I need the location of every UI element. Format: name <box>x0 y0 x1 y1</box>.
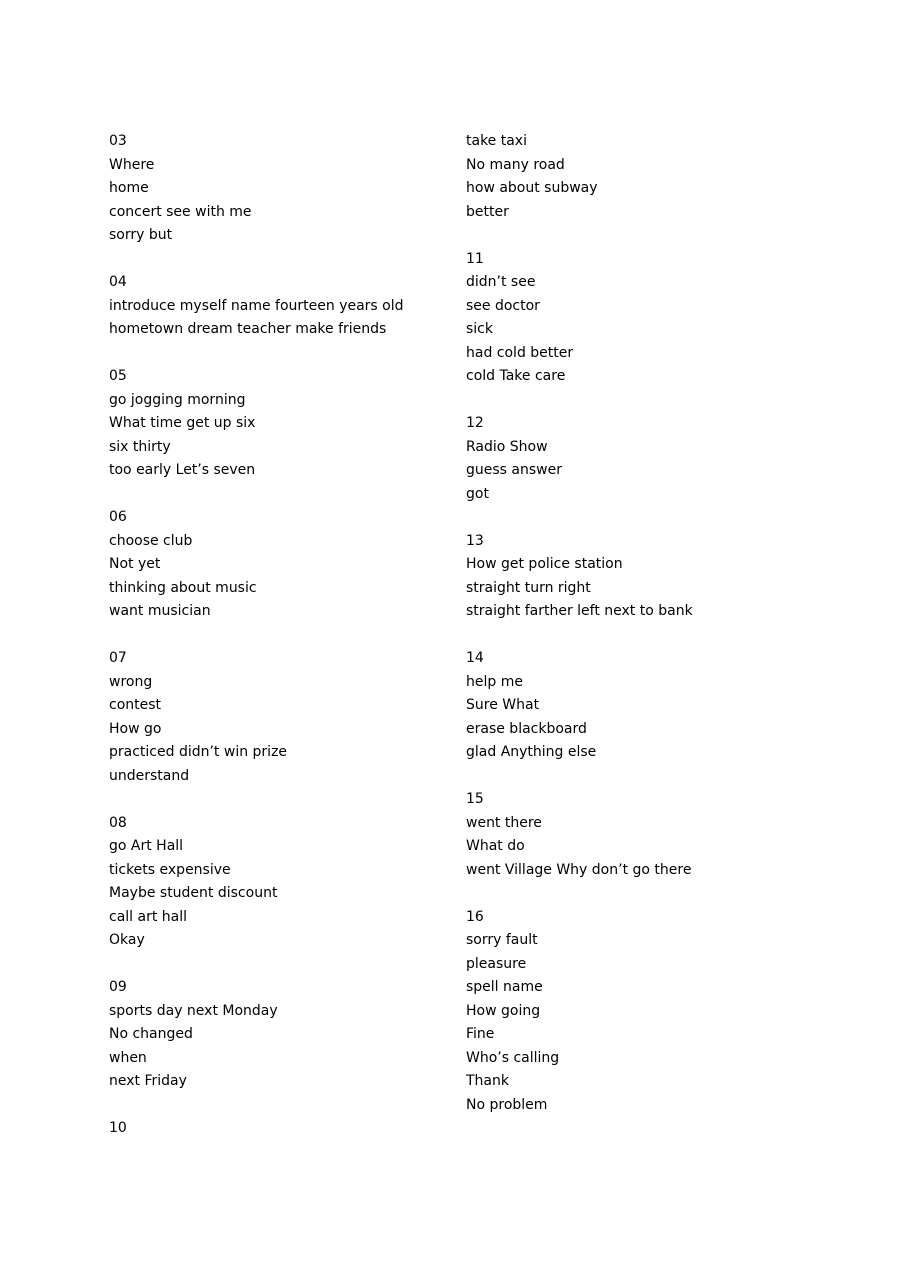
text-line: Not yet <box>109 556 161 572</box>
text-line: too early Let’s seven <box>109 462 256 478</box>
blank-line <box>466 882 806 906</box>
text-line: spell name <box>466 979 543 995</box>
left-column <box>109 130 449 1141</box>
text-line: Okay <box>109 932 145 948</box>
text-line: What do <box>466 838 525 854</box>
text-line: straight farther left next to bank <box>466 603 693 619</box>
text-line: call art hall <box>109 908 188 925</box>
section-number: 09 <box>109 979 127 995</box>
text-line: concert see with me <box>109 203 252 220</box>
section-number: 08 <box>109 814 127 831</box>
blank-line <box>109 342 449 366</box>
text-line: sorry but <box>109 227 173 243</box>
text-line: take taxi <box>466 133 527 149</box>
text-line: six thirty <box>109 438 171 455</box>
text-line: see doctor <box>466 297 540 314</box>
text-line: cold Take care <box>466 368 566 384</box>
text-line: glad Anything else <box>466 744 597 760</box>
section-number: 16 <box>466 908 484 925</box>
text-line: went Village Why don’t go there <box>466 861 692 878</box>
text-line: Maybe student discount <box>109 885 278 901</box>
blank-line <box>109 483 449 507</box>
text-line: wrong <box>109 673 153 690</box>
text-line: got <box>466 485 489 502</box>
text-line: What time get up six <box>109 415 256 431</box>
text-line: erase blackboard <box>466 720 587 737</box>
text-line: Sure What <box>466 697 540 713</box>
text-line: went there <box>466 814 542 831</box>
section-number: 07 <box>109 650 127 666</box>
blank-line <box>109 1094 449 1118</box>
text-line: No problem <box>466 1096 548 1113</box>
section-number: 14 <box>466 650 484 666</box>
right-column <box>466 130 806 1117</box>
section-number: 10 <box>109 1120 127 1136</box>
text-line: How going <box>466 1002 541 1019</box>
text-line: go Art Hall <box>109 838 184 854</box>
blank-line <box>466 224 806 248</box>
blank-line <box>109 788 449 812</box>
text-line: practiced didn’t win prize <box>109 744 288 760</box>
text-line: contest <box>109 697 162 713</box>
section-number: 12 <box>466 415 484 431</box>
text-line: guess answer <box>466 462 562 478</box>
text-line: help me <box>466 673 523 690</box>
text-line: next Friday <box>109 1073 187 1089</box>
section-number: 06 <box>109 509 127 525</box>
blank-line <box>109 624 449 648</box>
text-line: understand <box>109 767 190 784</box>
text-line: sorry fault <box>466 932 538 948</box>
section-number: 11 <box>466 250 484 267</box>
section-number: 05 <box>109 368 127 384</box>
text-line: Who’s calling <box>466 1049 560 1066</box>
section-number: 03 <box>109 133 127 149</box>
text-line: how about subway <box>466 180 598 196</box>
text-line: Fine <box>466 1026 495 1042</box>
section-number: 13 <box>466 532 484 549</box>
text-line: tickets expensive <box>109 861 231 878</box>
text-line: Where <box>109 156 155 173</box>
text-line: pleasure <box>466 955 527 972</box>
text-line: home <box>109 180 149 196</box>
section-number: 04 <box>109 274 127 290</box>
text-line: straight turn right <box>466 579 591 596</box>
blank-line <box>466 389 806 413</box>
text-line: when <box>109 1049 147 1066</box>
text-line: No changed <box>109 1026 193 1042</box>
text-line: better <box>466 203 509 220</box>
text-line: didn’t see <box>466 274 536 290</box>
text-line: thinking about music <box>109 579 257 596</box>
text-line: go jogging morning <box>109 391 246 408</box>
text-line: want musician <box>109 603 211 619</box>
text-line: How get police station <box>466 556 623 572</box>
blank-line <box>466 506 806 530</box>
text-line: introduce myself name fourteen years old <box>109 297 404 314</box>
text-line: had cold better <box>466 344 574 361</box>
text-line: hometown dream teacher make friends <box>109 321 387 337</box>
section-number: 15 <box>466 791 484 807</box>
blank-line <box>466 765 806 789</box>
text-line: How go <box>109 720 162 737</box>
text-line: choose club <box>109 532 193 549</box>
text-line: Thank <box>466 1073 509 1089</box>
text-line: sick <box>466 321 493 337</box>
blank-line <box>466 624 806 648</box>
blank-line <box>109 953 449 977</box>
blank-line <box>109 248 449 272</box>
text-line: No many road <box>466 156 565 173</box>
text-line: Radio Show <box>466 438 548 455</box>
text-line: sports day next Monday <box>109 1002 278 1019</box>
